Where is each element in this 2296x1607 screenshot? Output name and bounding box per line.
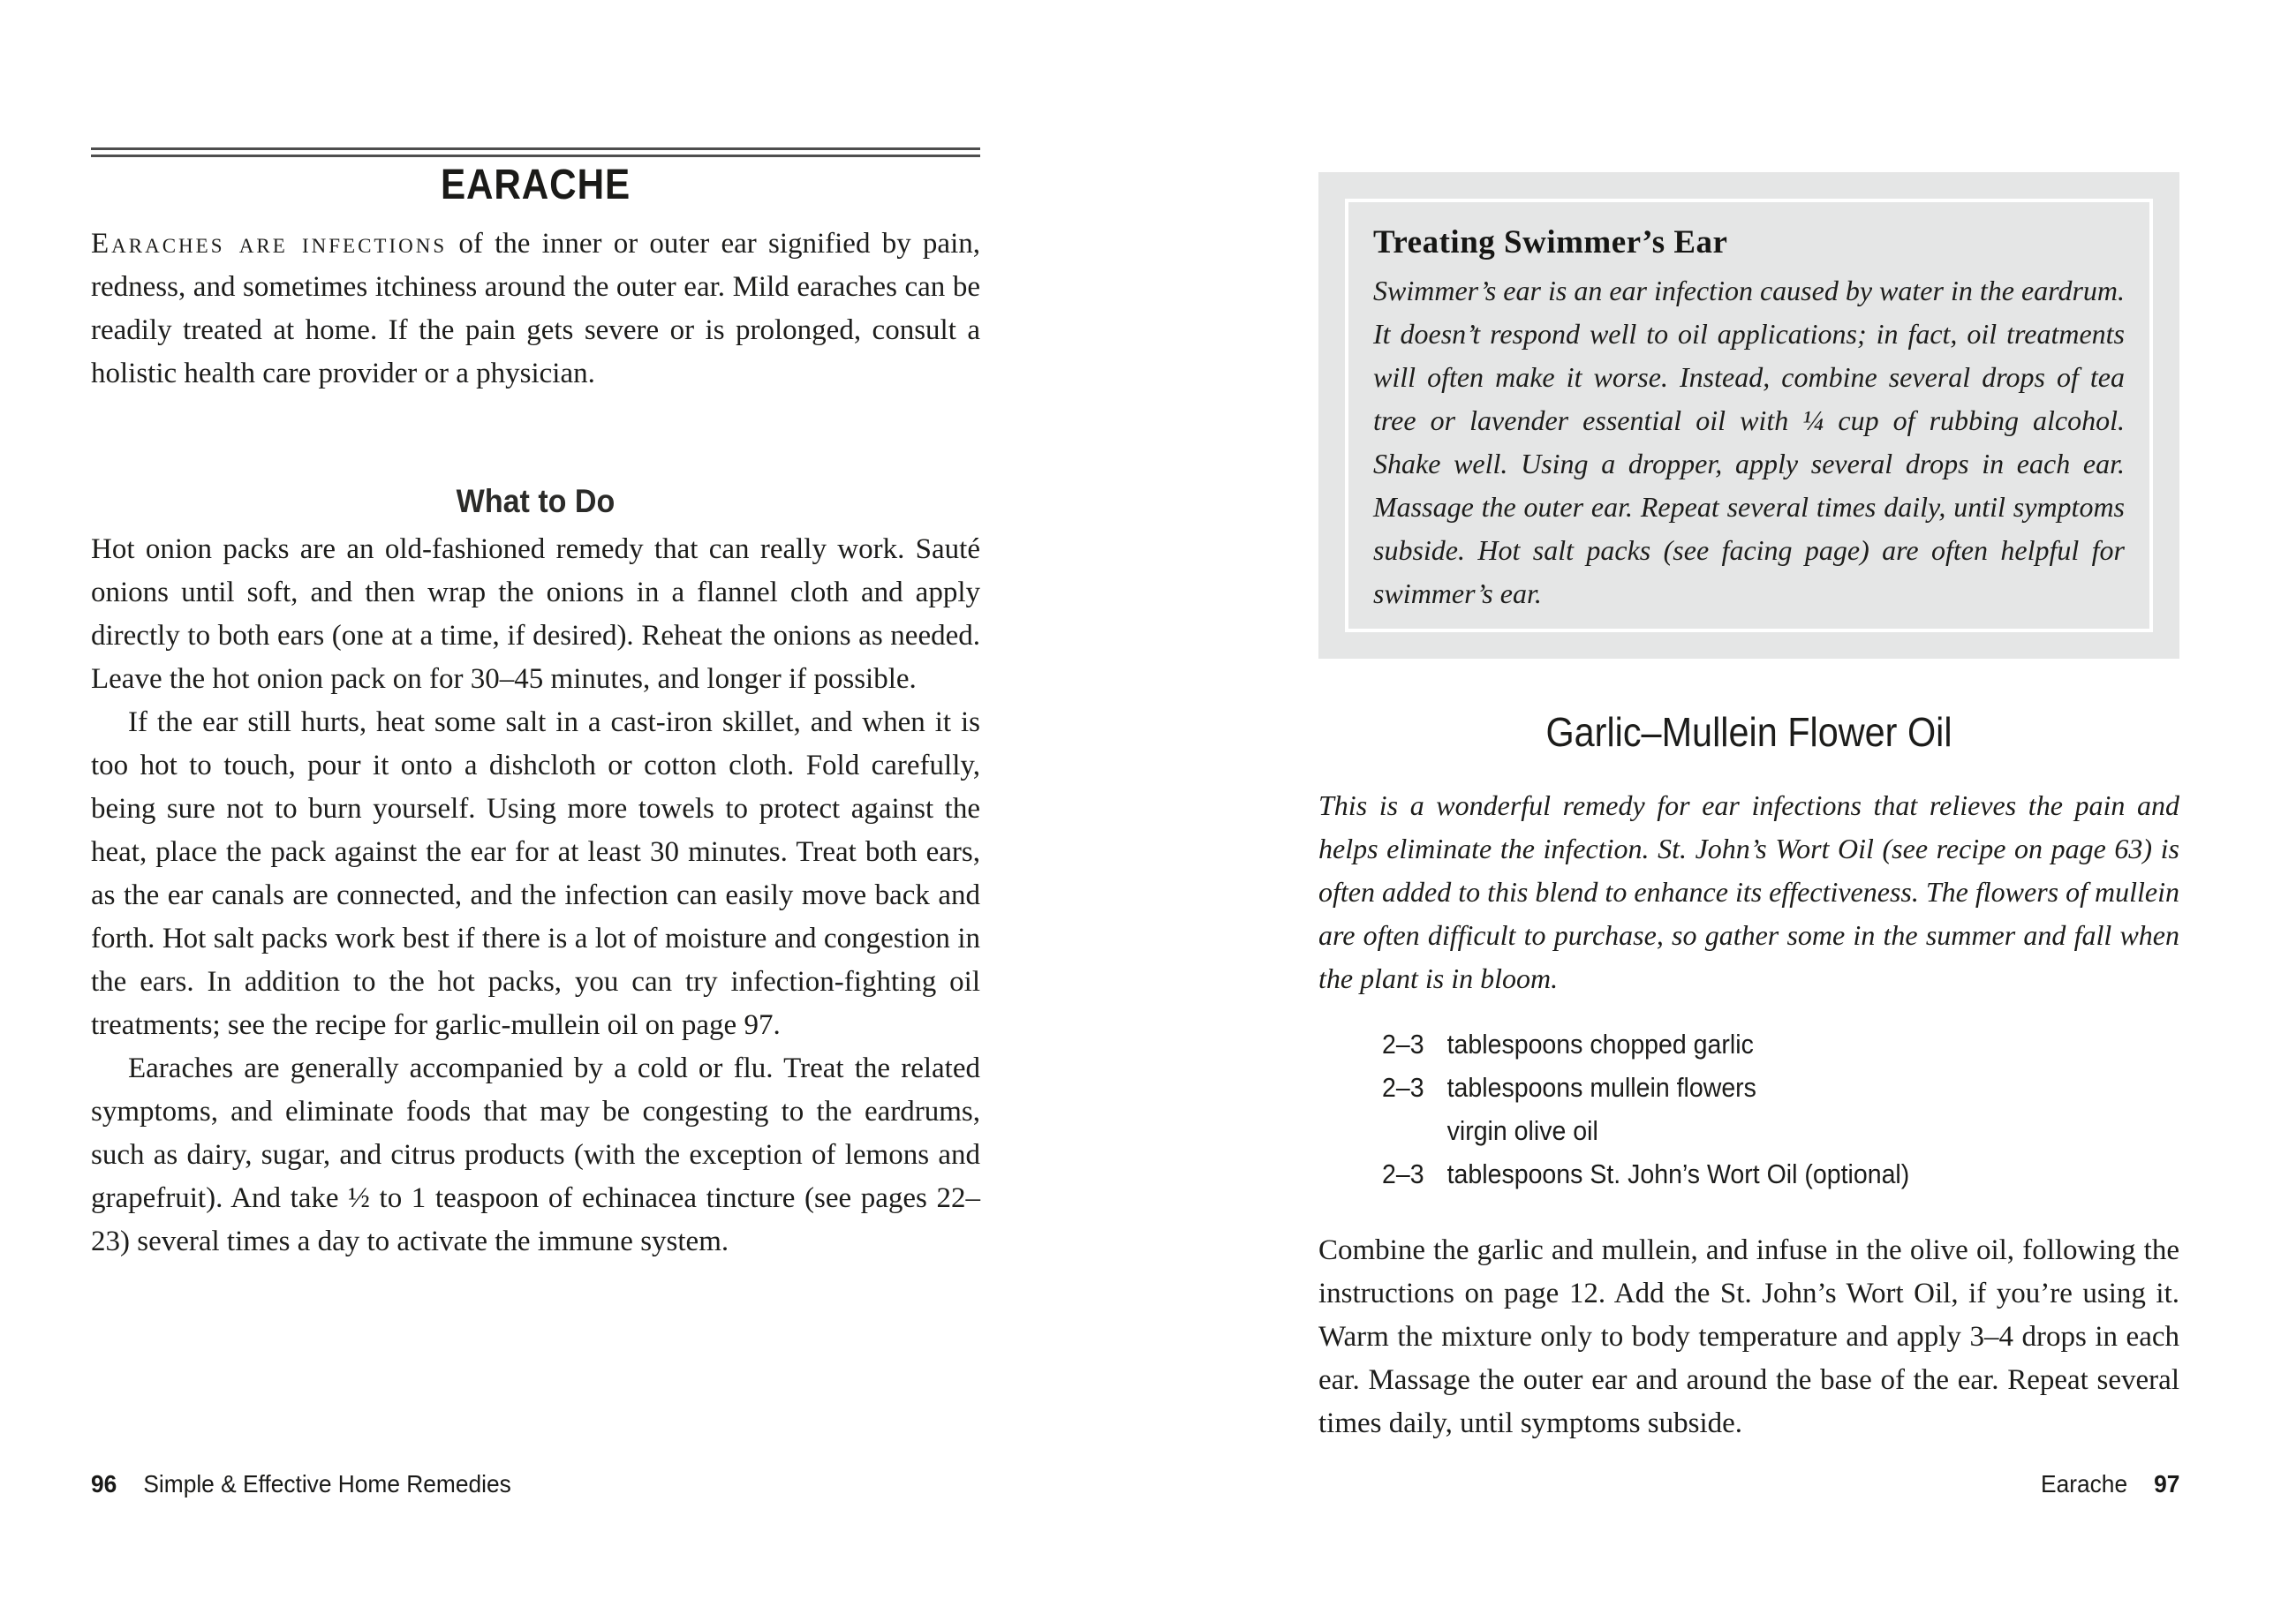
intro-paragraph-text: of the inner or outer ear signified by pain, redness, and sometimes itchiness around the outer ear. Mild earaches can be readily treated at home. If the pain gets severe or is prolonged, consult a holistic health care provider or a physician. xyxy=(91,228,980,389)
lead-small-caps: Earaches are infections xyxy=(91,228,448,260)
body-paragraph: If the ear still hurts, heat some salt in a cast-iron skillet, and when it is too hot to touch, pour it onto a dishcloth or cotton cloth. Fold carefully, being sure not to burn yourself. Using more towels to protect against the heat, place the pack against the ear for at least 30 minutes. Treat both ears, as the ear canals are connected, and the infection can easily move back and forth. Hot salt packs work best if there is a lot of moisture and congestion in the ears. In addition to the hot packs, you can try infection-fighting oil treatments; see the recipe for garlic-mullein oil on page 97. xyxy=(91,706,980,1041)
sidebar-body-text: Swimmer’s ear is an ear infection caused by water in the eardrum. It doesn’t respond well to oil applications; in fact, oil treatments will often make it worse. Instead, combine several drops of tea tree or lavender essential oil with ¼ cup of rubbing alcohol. Shake well. Using a dropper, apply several drops in each ear. Massage the outer ear. Repeat several times daily, until symptoms subside. Hot salt packs (see facing page) are often helpful for swimmer’s ear. xyxy=(1373,275,2125,610)
running-head-book-title: Simple & Effective Home Remedies xyxy=(143,1470,511,1498)
ingredient-list xyxy=(1382,1022,2113,1196)
recipe-instructions: Combine the garlic and mullein, and infuse in the olive oil, following the instructions on page 12. Add the St. John’s Wort Oil, if you’re using it. Warm the mixture only to body temperature and apply 3–4 drops in each ear. Massage the outer ear and around the base of the ear. Repeat several times daily, until symptoms subside. xyxy=(1318,1234,2179,1439)
intro-paragraph xyxy=(91,223,980,396)
ingredient-name: tablespoons chopped garlic xyxy=(1446,1029,1754,1060)
sidebar-inner-frame xyxy=(1345,199,2153,632)
section-divider-rule xyxy=(91,147,980,157)
running-head-chapter: Earache xyxy=(2040,1470,2127,1498)
ingredient-row xyxy=(1382,1066,2113,1109)
ingredient-quantity: 2–3 xyxy=(1382,1029,1424,1060)
ingredient-row xyxy=(1382,1109,2113,1152)
page-left xyxy=(91,0,980,1607)
ingredient-name: tablespoons mullein flowers xyxy=(1446,1072,1756,1103)
chapter-title: EARACHE xyxy=(440,162,631,208)
ingredient-quantity: 2–3 xyxy=(1382,1158,1424,1189)
ingredient-row xyxy=(1382,1152,2113,1196)
page-number: 96 xyxy=(91,1470,117,1498)
footer-left xyxy=(91,1469,511,1499)
sidebar-box xyxy=(1318,172,2179,659)
body-paragraph: Earaches are generally accompanied by a cold or flu. Treat the related symptoms, and eliminate foods that may be congesting to the eardrums, such as dairy, sugar, and citrus products (with the exception of lemons and grapefruit). And take ½ to 1 teaspoon of echinacea tincture (see pages 22–23) several times a day to activate the immune system. xyxy=(91,1052,980,1257)
ingredient-name: virgin olive oil xyxy=(1446,1115,1598,1146)
ingredient-row xyxy=(1382,1022,2113,1066)
page-right xyxy=(1318,0,2179,1607)
ingredient-quantity xyxy=(1382,1109,1431,1152)
recipe-intro: This is a wonderful remedy for ear infections that relieves the pain and helps eliminate the infection. St. John’s Wort Oil (see recipe on page 63) is often added to this blend to enhance its effectiveness. The flowers of mullein are often difficult to purchase, so gather some in the summer and fall when the plant is in bloom. xyxy=(1318,789,2179,994)
sidebar-title: Treating Swimmer’s Ear xyxy=(1373,224,1728,260)
what-to-do-body xyxy=(91,528,980,1264)
page-number: 97 xyxy=(2153,1470,2179,1498)
ingredient-name: tablespoons St. John’s Wort Oil (optional) xyxy=(1446,1158,1910,1189)
recipe-title: Garlic–Mullein Flower Oil xyxy=(1545,709,1952,755)
what-to-do-heading: What to Do xyxy=(456,483,616,519)
ingredient-quantity: 2–3 xyxy=(1382,1072,1424,1103)
footer-right xyxy=(2041,1469,2179,1499)
body-paragraph: Hot onion packs are an old-fashioned remedy that can really work. Sauté onions until soft, and then wrap the onions in a flannel cloth and apply directly to both ears (one at a time, if desired). Reheat the onions as needed. Leave the hot onion pack on for 30–45 minutes, and longer if possible. xyxy=(91,533,980,695)
